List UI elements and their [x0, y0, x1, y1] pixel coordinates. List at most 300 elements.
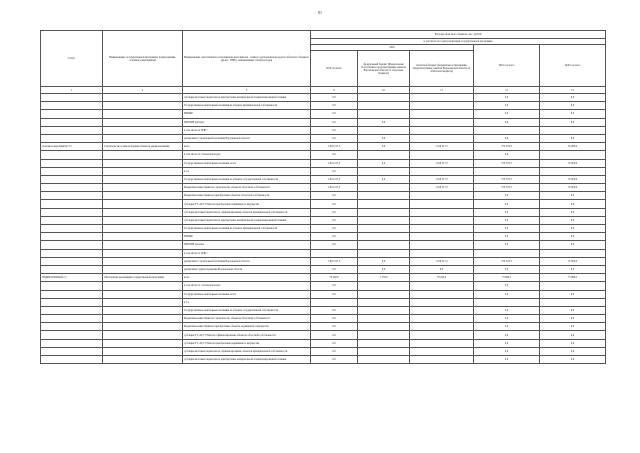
- value-2016-regional: [410, 356, 474, 364]
- value-2016-regional: [410, 192, 474, 200]
- table-row: [41, 216, 606, 224]
- value-2016-federal: 0,0: [358, 159, 410, 167]
- program-cell: [103, 282, 183, 290]
- value-2016-federal: [358, 339, 410, 347]
- value-2016-regional: 1 816 217,5: [410, 159, 474, 167]
- table-row: [41, 175, 606, 183]
- value-2016-regional: [410, 118, 474, 126]
- value-2020: 0,0: [540, 339, 606, 347]
- program-cell: [103, 225, 183, 233]
- value-2019: [474, 126, 540, 134]
- source-cell: в том числе по статьям расходов:: [183, 282, 311, 290]
- value-2020: [540, 298, 606, 306]
- status-cell: [41, 257, 103, 265]
- header-program: Наименование государственной программы, подпрограммы, основного мероприятия: [103, 31, 183, 87]
- source-cell: в том числе по ГРБС:: [183, 126, 311, 134]
- value-2019: 0,0: [474, 265, 540, 273]
- value-2019: 0,0: [474, 233, 540, 241]
- value-2016-total: 0,0: [311, 282, 358, 290]
- program-cell: [103, 356, 183, 364]
- value-2016-federal: [358, 184, 410, 192]
- value-2016-regional: [410, 339, 474, 347]
- source-cell: НИОКР: [183, 233, 311, 241]
- value-2016-federal: [358, 298, 410, 306]
- value-2016-federal: [358, 282, 410, 290]
- source-cell: субсидии местным бюджетам на софинансирование объектов муниципальной собственности: [183, 208, 311, 216]
- value-2016-total: 1 816 217,5: [311, 175, 358, 183]
- status-cell: [41, 151, 103, 159]
- status-cell: [41, 282, 103, 290]
- program-cell: [103, 216, 183, 224]
- value-2019: 0,0: [474, 315, 540, 323]
- value-2020: 0,0: [540, 102, 606, 110]
- header-year-2016: 2016: [311, 45, 474, 51]
- program-cell: [103, 126, 183, 134]
- program-cell: [103, 134, 183, 142]
- source-cell: Государственные капитальные вложения, всего: [183, 159, 311, 167]
- source-cell: субсидии ГУ, АУ, ГУПам на софинансирование объектов областной собственности: [183, 331, 311, 339]
- program-cell: [103, 265, 183, 273]
- status-cell: [41, 175, 103, 183]
- table-row: [41, 274, 606, 282]
- table-row: [41, 306, 606, 314]
- program-cell: [103, 347, 183, 355]
- value-2016-regional: [410, 134, 474, 142]
- value-2016-federal: [358, 241, 410, 249]
- value-2016-federal: 0,0: [358, 257, 410, 265]
- table-row: [41, 134, 606, 142]
- source-cell: субсидии местным бюджетам на приобретение коммунальной специализированной техники: [183, 216, 311, 224]
- value-2016-regional: [410, 315, 474, 323]
- source-cell: Государственные капитальные вложения на объекты муниципальной собственности: [183, 225, 311, 233]
- status-cell: [41, 216, 103, 224]
- program-cell: [103, 184, 183, 192]
- table-row: [41, 257, 606, 265]
- table-row: [41, 94, 606, 102]
- source-cell: Бюджетные инвестиции на приобретение объектов областной собственности: [183, 192, 311, 200]
- source-cell: НИОКР: [183, 110, 311, 118]
- program-cell: [103, 167, 183, 175]
- value-2016-total: 0,0: [311, 102, 358, 110]
- source-cell: Бюджетные инвестиции на приобретение объектов недвижимого имущества: [183, 323, 311, 331]
- value-2019: 0,0: [474, 331, 540, 339]
- table-row: [41, 249, 606, 257]
- value-2016-total: [311, 298, 358, 306]
- value-2020: 0,0: [540, 356, 606, 364]
- value-2019: 270 378,3: [474, 257, 540, 265]
- value-2016-federal: [358, 94, 410, 102]
- value-2019: 270 378,3: [474, 184, 540, 192]
- value-2016-total: 0,0: [311, 110, 358, 118]
- status-cell: [41, 94, 103, 102]
- value-2016-total: 0,0: [311, 167, 358, 175]
- program-cell: [103, 339, 183, 347]
- value-2016-regional: [410, 225, 474, 233]
- value-2020: 0,0: [540, 192, 606, 200]
- status-cell: [41, 167, 103, 175]
- source-cell: департамент строительной политики Воронежской области: [183, 257, 311, 265]
- program-cell: [103, 249, 183, 257]
- status-cell: [41, 233, 103, 241]
- value-2016-regional: 1 816 217,5: [410, 175, 474, 183]
- status-cell: [41, 298, 103, 306]
- value-2016-federal: [358, 216, 410, 224]
- program-cell: [103, 241, 183, 249]
- value-2016-regional: [410, 208, 474, 216]
- source-cell: всего: [183, 143, 311, 151]
- program-cell: [103, 94, 183, 102]
- table-row: [41, 265, 606, 273]
- table-row: [41, 102, 606, 110]
- value-2020: 0,0: [540, 306, 606, 314]
- value-2016-total: 0,0: [311, 315, 358, 323]
- status-cell: [41, 323, 103, 331]
- table-row: [41, 233, 606, 241]
- program-cell: Обеспечение реализации государственной программы: [103, 274, 183, 282]
- value-2020: 0,0: [540, 216, 606, 224]
- value-2019: 0,0: [474, 151, 540, 159]
- value-2016-regional: [410, 241, 474, 249]
- value-2019: 0,0: [474, 94, 540, 102]
- table-row: [41, 192, 606, 200]
- value-2020: 35 000,0: [540, 184, 606, 192]
- status-cell: [41, 159, 103, 167]
- value-2016-regional: [410, 306, 474, 314]
- value-2016-regional: [410, 249, 474, 257]
- value-2019: 270 378,3: [474, 175, 540, 183]
- value-2020: 35 000,0: [540, 257, 606, 265]
- value-2019: [474, 249, 540, 257]
- value-2016-regional: [410, 102, 474, 110]
- table-row: [41, 315, 606, 323]
- col-number: 3: [183, 87, 311, 94]
- table-row: [41, 143, 606, 151]
- source-cell: в т.ч.: [183, 298, 311, 306]
- col-number: 11: [410, 87, 474, 94]
- value-2016-regional: 1 816 217,5: [410, 257, 474, 265]
- status-cell: ПОДПРОГРАММА 11: [41, 274, 103, 282]
- value-2016-federal: [358, 151, 410, 159]
- source-cell: всего: [183, 274, 311, 282]
- value-2019: 0,0: [474, 200, 540, 208]
- col-number: 13: [540, 87, 606, 94]
- value-2016-total: 0,0: [311, 192, 358, 200]
- source-cell: в т.ч.: [183, 167, 311, 175]
- value-2016-regional: [410, 216, 474, 224]
- source-cell: Государственные капитальные вложения на объекты государственной собственности: [183, 306, 311, 314]
- program-cell: [103, 306, 183, 314]
- table-row: [41, 339, 606, 347]
- col-number: 12: [474, 87, 540, 94]
- value-2016-total: 0,0: [311, 134, 358, 142]
- value-2019: 0,0: [474, 306, 540, 314]
- status-cell: [41, 265, 103, 273]
- table-row: [41, 200, 606, 208]
- table-row: [41, 298, 606, 306]
- value-2016-total: 79 402,6: [311, 274, 358, 282]
- value-2019: 0,0: [474, 110, 540, 118]
- source-cell: Государственные капитальные вложения на объекты муниципальной собственности: [183, 102, 311, 110]
- value-2016-total: 0,0: [311, 126, 358, 134]
- value-2016-regional: [410, 331, 474, 339]
- status-cell: [41, 356, 103, 364]
- header-incl-years: в том числе по годам реализации государственной программы: [311, 39, 606, 45]
- header-2016-total: 2016 год всего: [311, 51, 358, 87]
- value-2016-regional: [410, 200, 474, 208]
- value-2016-regional: 0,0: [410, 265, 474, 273]
- value-2019: 0,0: [474, 290, 540, 298]
- value-2020: [540, 249, 606, 257]
- value-2016-total: 0,0: [311, 241, 358, 249]
- program-cell: [103, 298, 183, 306]
- value-2016-regional: [410, 290, 474, 298]
- value-2016-federal: [358, 200, 410, 208]
- status-cell: [41, 110, 103, 118]
- value-2016-regional: 78 223,6: [410, 274, 474, 282]
- status-cell: [41, 290, 103, 298]
- value-2016-federal: 0,0: [358, 118, 410, 126]
- value-2016-federal: [358, 356, 410, 364]
- value-2016-total: 1 816 217,5: [311, 143, 358, 151]
- value-2016-federal: [358, 126, 410, 134]
- col-number: 2: [103, 87, 183, 94]
- value-2020: 0,0: [540, 233, 606, 241]
- value-2019: 0,0: [474, 208, 540, 216]
- value-2016-total: 0,0: [311, 356, 358, 364]
- value-2019: 0,0: [474, 134, 540, 142]
- status-cell: [41, 315, 103, 323]
- value-2016-regional: 1 816 217,5: [410, 143, 474, 151]
- source-cell: Бюджетные инвестиции на строительство объектов областной собственности: [183, 315, 311, 323]
- program-cell: [103, 290, 183, 298]
- value-2019: 0,0: [474, 216, 540, 224]
- value-2020: 0,0: [540, 323, 606, 331]
- value-2019: 0,0: [474, 192, 540, 200]
- value-2020: 0,0: [540, 118, 606, 126]
- col-number: 10: [358, 87, 410, 94]
- status-cell: [41, 339, 103, 347]
- value-2016-federal: 0,0: [358, 175, 410, 183]
- value-2016-total: 0,0: [311, 233, 358, 241]
- program-cell: [103, 315, 183, 323]
- table-row: [41, 110, 606, 118]
- source-cell: Государственные капитальные вложения, всего: [183, 290, 311, 298]
- value-2016-federal: [358, 167, 410, 175]
- source-cell: в том числе по ГРБС:: [183, 249, 311, 257]
- source-cell: Бюджетные инвестиции на строительство объектов областной собственности: [183, 184, 311, 192]
- value-2020: 0,0: [540, 331, 606, 339]
- value-2020: 0,0: [540, 134, 606, 142]
- value-2016-regional: [410, 323, 474, 331]
- program-cell: [103, 200, 183, 208]
- value-2020: 0,0: [540, 94, 606, 102]
- header-2019: 2019 год всего: [474, 45, 540, 87]
- value-2016-total: 0,0: [311, 347, 358, 355]
- value-2016-federal: [358, 347, 410, 355]
- value-2016-regional: [410, 298, 474, 306]
- value-2020: [540, 282, 606, 290]
- value-2020: 0,0: [540, 315, 606, 323]
- value-2019: 73 690,2: [474, 274, 540, 282]
- column-number-row: [41, 87, 606, 94]
- source-cell: в том числе по статьям расходов:: [183, 151, 311, 159]
- status-cell: [41, 347, 103, 355]
- value-2016-regional: [410, 110, 474, 118]
- value-2016-federal: [358, 315, 410, 323]
- status-cell: [41, 184, 103, 192]
- header-federal: федеральный бюджет (Федеральные поступления, предусмотренные законом Воронежской области об областном бюджете): [358, 51, 410, 87]
- value-2019: 0,0: [474, 339, 540, 347]
- table-row: [41, 118, 606, 126]
- value-2016-regional: [410, 347, 474, 355]
- value-2020: 35 000,0: [540, 175, 606, 183]
- col-number: 9: [311, 87, 358, 94]
- status-cell: [41, 134, 103, 142]
- value-2016-federal: [358, 249, 410, 257]
- table-row: [41, 347, 606, 355]
- source-cell: ПРОЧИЕ расходы: [183, 241, 311, 249]
- value-2019: 270 378,3: [474, 159, 540, 167]
- program-cell: [103, 323, 183, 331]
- source-cell: субсидии ГУ, АУ, ГУПам на приобретение недвижимого имущества: [183, 200, 311, 208]
- value-2016-regional: [410, 282, 474, 290]
- value-2016-federal: [358, 208, 410, 216]
- value-2019: 0,0: [474, 356, 540, 364]
- value-2016-total: 0,0: [311, 94, 358, 102]
- status-cell: [41, 331, 103, 339]
- value-2020: 0,0: [540, 265, 606, 273]
- table-row: [41, 167, 606, 175]
- value-2016-federal: [358, 233, 410, 241]
- value-2019: 270 378,3: [474, 143, 540, 151]
- value-2020: [540, 126, 606, 134]
- value-2020: 0,0: [540, 208, 606, 216]
- value-2016-total: 0,0: [311, 118, 358, 126]
- table-row: [41, 356, 606, 364]
- value-2020: 0,0: [540, 241, 606, 249]
- value-2016-total: 1 816 217,5: [311, 257, 358, 265]
- value-2019: [474, 298, 540, 306]
- header-costs-group: Расходы областного бюджета, тыс. рублей: [311, 31, 606, 39]
- value-2016-total: 0,0: [311, 339, 358, 347]
- status-cell: [41, 249, 103, 257]
- table-row: [41, 208, 606, 216]
- table-row: [41, 331, 606, 339]
- table-row: [41, 184, 606, 192]
- value-2019: 0,0: [474, 118, 540, 126]
- value-2020: 0,0: [540, 347, 606, 355]
- value-2019: 0,0: [474, 282, 540, 290]
- value-2016-total: 0,0: [311, 331, 358, 339]
- value-2019: 0,0: [474, 323, 540, 331]
- program-cell: [103, 102, 183, 110]
- table-row: [41, 151, 606, 159]
- value-2016-total: 0,0: [311, 290, 358, 298]
- value-2016-regional: [410, 167, 474, 175]
- program-cell: [103, 192, 183, 200]
- value-2020: 73 690,2: [540, 274, 606, 282]
- value-2016-regional: [410, 94, 474, 102]
- table-body: [41, 87, 606, 364]
- source-cell: субсидии местным бюджетам на софинансирование объектов муниципальной собственности: [183, 347, 311, 355]
- table-row: [41, 159, 606, 167]
- value-2016-total: 0,0: [311, 208, 358, 216]
- value-2019: 0,0: [474, 241, 540, 249]
- program-cell: [103, 208, 183, 216]
- source-cell: субсидии местным бюджетам на приобретение коммунальной специализированной техники: [183, 94, 311, 102]
- value-2016-total: 0,0: [311, 323, 358, 331]
- value-2016-federal: 0,0: [358, 143, 410, 151]
- value-2016-total: 0,0: [311, 200, 358, 208]
- header-2020: 2020 год всего: [540, 45, 606, 87]
- value-2016-federal: [358, 225, 410, 233]
- value-2016-regional: 1 816 217,5: [410, 184, 474, 192]
- status-cell: [41, 118, 103, 126]
- status-cell: [41, 102, 103, 110]
- program-cell: [103, 331, 183, 339]
- value-2016-total: 0,0: [311, 265, 358, 273]
- program-cell: Строительство и реконструкция объектов здравоохранения: [103, 143, 183, 151]
- value-2016-federal: [358, 192, 410, 200]
- value-2016-federal: [358, 110, 410, 118]
- col-number: 1: [41, 87, 103, 94]
- program-cell: [103, 151, 183, 159]
- status-cell: [41, 208, 103, 216]
- status-cell: [41, 200, 103, 208]
- value-2016-federal: [358, 323, 410, 331]
- header-status: Статус: [41, 31, 103, 87]
- source-cell: ПРОЧИЕ расходы: [183, 118, 311, 126]
- value-2020: [540, 151, 606, 159]
- value-2020: 35 000,0: [540, 159, 606, 167]
- table-row: [41, 290, 606, 298]
- table-row: [41, 126, 606, 134]
- source-cell: Государственные капитальные вложения на объекты государственной собственности: [183, 175, 311, 183]
- table-row: [41, 323, 606, 331]
- table-row: [41, 241, 606, 249]
- page-number: 81: [318, 10, 322, 15]
- value-2016-total: 0,0: [311, 216, 358, 224]
- source-cell: департамент строительной политики Воронежской области: [183, 134, 311, 142]
- status-cell: [41, 241, 103, 249]
- value-2016-federal: [358, 290, 410, 298]
- value-2016-total: [311, 249, 358, 257]
- value-2016-federal: [358, 331, 410, 339]
- header-source: Наименование ответственного исполнителя, исполнителя - главного распорядителя средств областного бюджета (далее - ГРБС), наименование статей расходов: [183, 31, 311, 87]
- value-2019: [474, 167, 540, 175]
- value-2016-regional: [410, 151, 474, 159]
- status-cell: [41, 126, 103, 134]
- value-2020: 0,0: [540, 200, 606, 208]
- value-2020: [540, 167, 606, 175]
- budget-table: [40, 30, 606, 364]
- source-cell: субсидии местным бюджетам на приобретение коммунальной специализированной техники: [183, 356, 311, 364]
- value-2016-total: 1 816 217,5: [311, 184, 358, 192]
- value-2020: 0,0: [540, 110, 606, 118]
- table-row: [41, 225, 606, 233]
- value-2020: 35 000,0: [540, 143, 606, 151]
- value-2016-federal: 0,0: [358, 134, 410, 142]
- value-2019: 0,0: [474, 347, 540, 355]
- value-2016-regional: [410, 126, 474, 134]
- value-2019: 0,0: [474, 225, 540, 233]
- status-cell: [41, 225, 103, 233]
- status-cell: [41, 192, 103, 200]
- value-2019: 0,0: [474, 102, 540, 110]
- table-row: [41, 282, 606, 290]
- value-2016-total: 1 816 217,5: [311, 159, 358, 167]
- header-regional: областной бюджет (бюджетные ассигнования, предусмотренные законом Воронежской области об областном бюджете): [410, 51, 474, 87]
